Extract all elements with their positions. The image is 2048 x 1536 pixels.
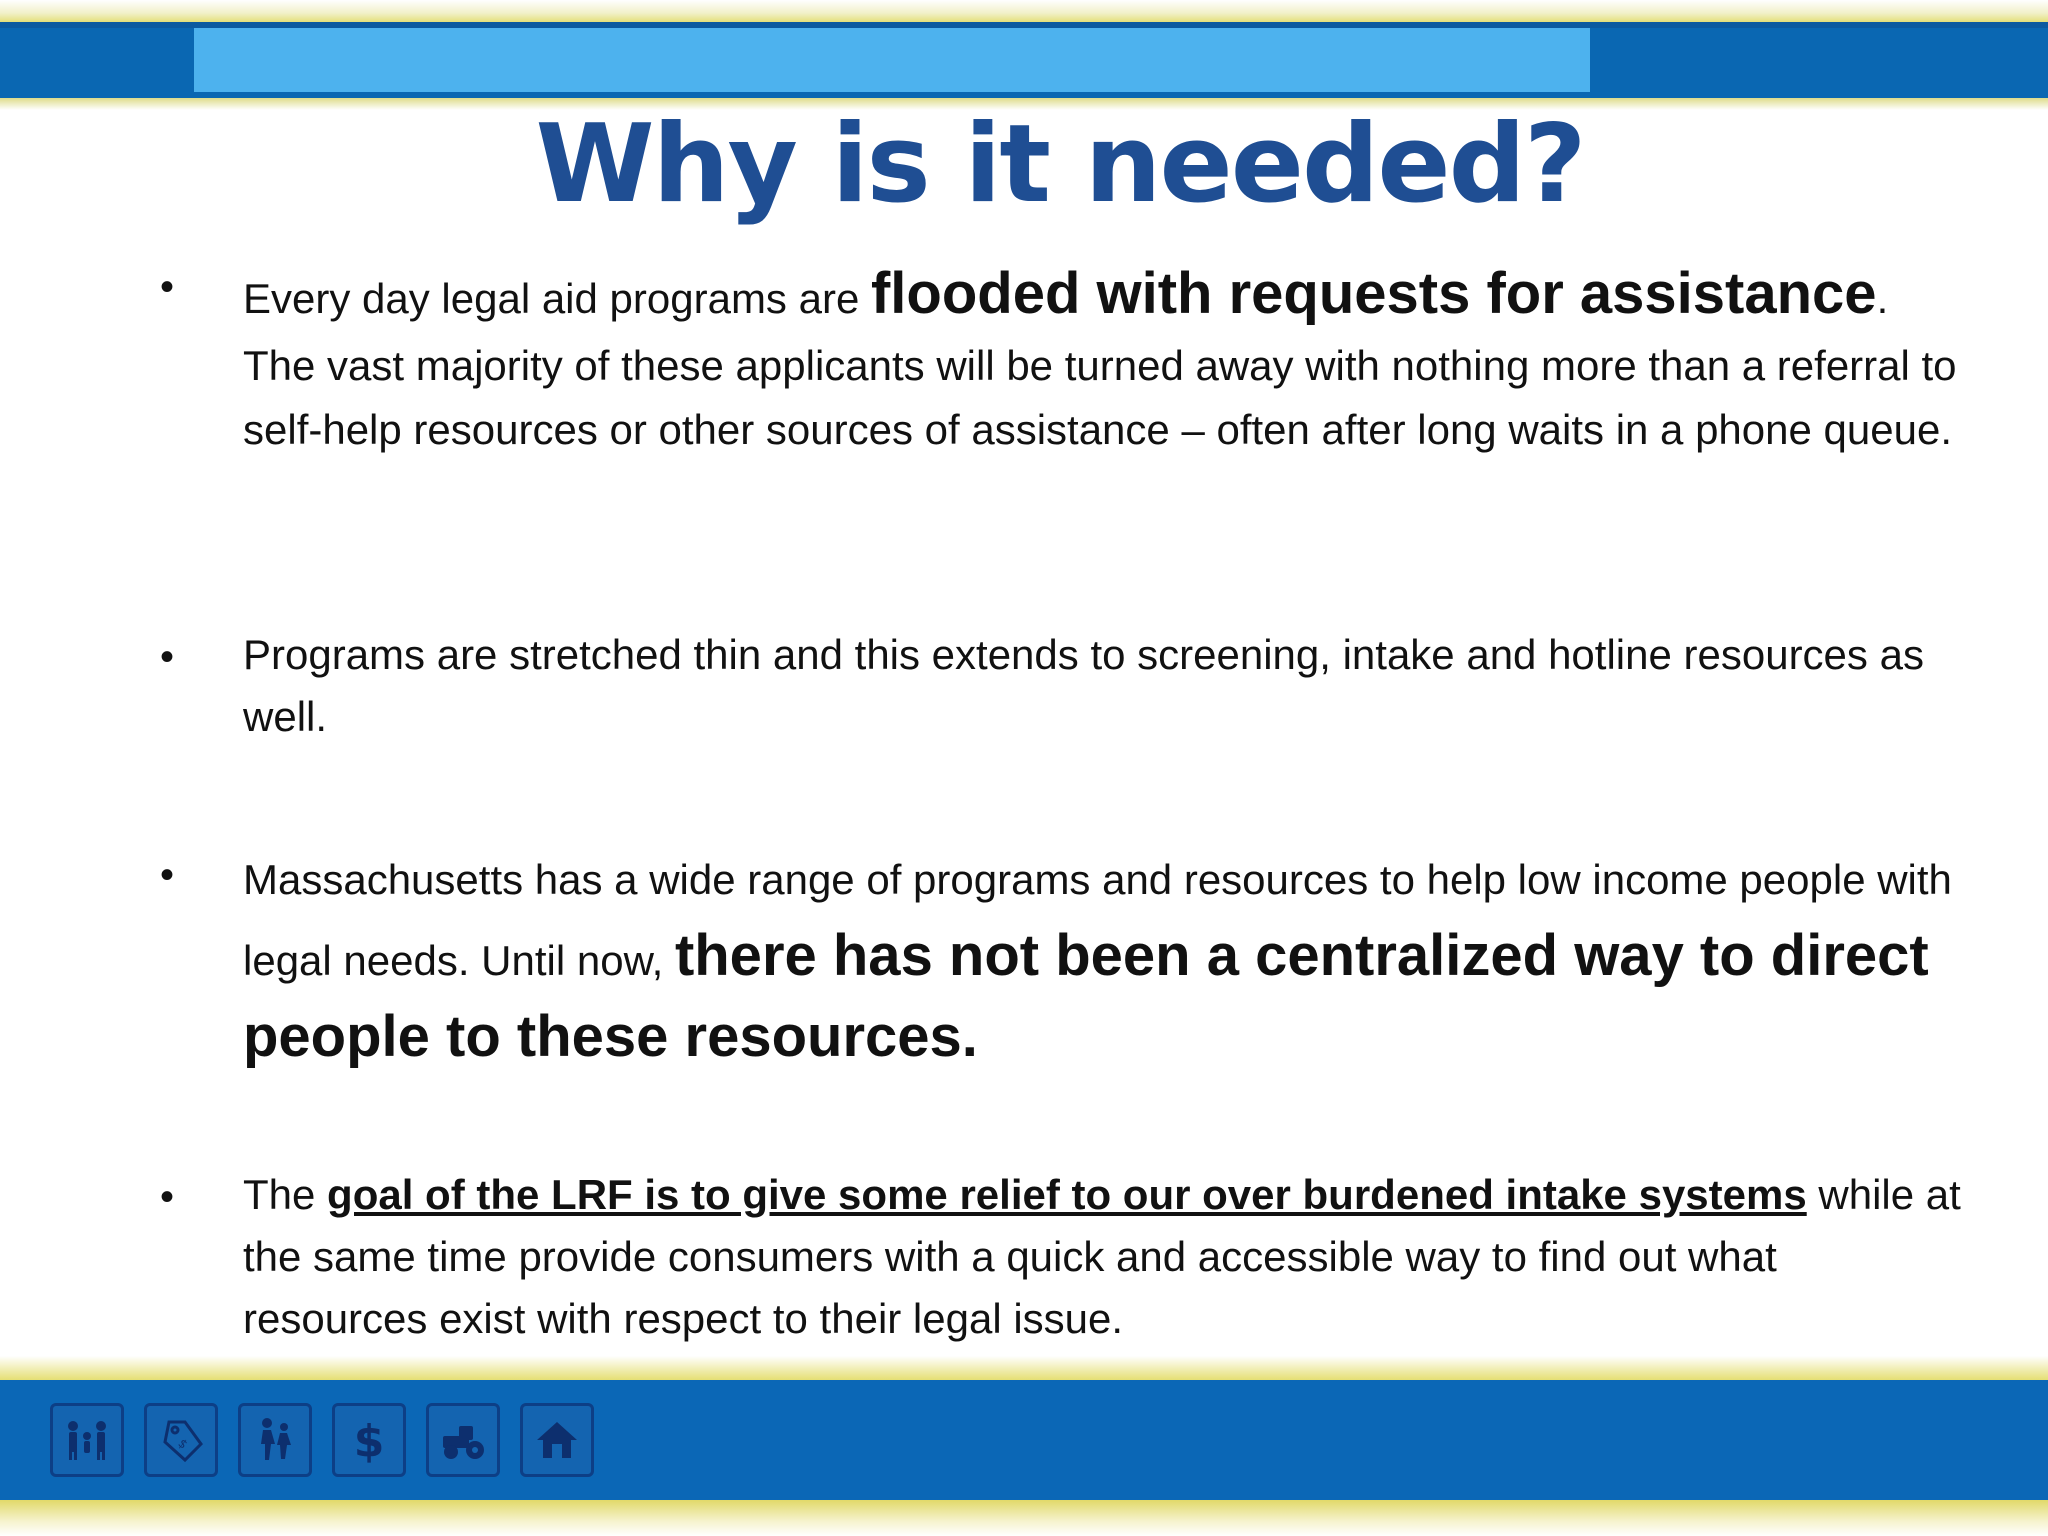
- bullet-text-part: Massachusetts has a wide range of programs and resources to help low income people with legal needs. Until now,: [243, 856, 1952, 984]
- dollar-icon: [332, 1403, 406, 1477]
- house-icon: [520, 1403, 594, 1477]
- bullet-dot: •: [160, 853, 175, 897]
- bullet-text-part: while at the same time provide consumers with a quick and accessible way to find out what resources exist with respect to their legal issue.: [243, 1171, 1961, 1342]
- bullet-dot: •: [160, 265, 175, 309]
- tractor-icon: [426, 1403, 500, 1477]
- bullet-emphasis: flooded with requests for assistance: [870, 261, 1877, 326]
- bullet-text-part: Programs are stretched thin and this extends to screening, intake and hotline resources as well.: [243, 631, 1924, 740]
- footer-icon-row: [50, 1403, 594, 1477]
- top-banner: [0, 22, 2048, 98]
- bullet-underlined-emphasis: goal of the LRF is to give some relief to our over burdened intake systems: [327, 1171, 1807, 1218]
- bullet-text: [243, 254, 1963, 462]
- top-banner-highlight: [194, 28, 1590, 92]
- walking-people-icon: [238, 1403, 312, 1477]
- bottom-glow: [0, 1356, 2048, 1380]
- family-icon: [50, 1403, 124, 1477]
- slide-title: Why is it needed?: [535, 102, 1585, 227]
- bullet-dot: •: [160, 635, 175, 679]
- price-tag-icon: [144, 1403, 218, 1477]
- bullet-text-part: . The vast majority of these applicants will be turned away with nothing more than a referral to self-help resources or other sources of assistance – often after long waits in a phone queue.: [243, 275, 1957, 453]
- bullet-dot: •: [160, 1175, 175, 1219]
- svg-text:$: $: [175, 1436, 191, 1452]
- bullet-emphasis: there has not been a centralized way to direct people to these resources.: [243, 923, 1929, 1069]
- svg-text:$: $: [353, 1416, 385, 1466]
- bullet-text: [243, 624, 1963, 748]
- top-glow: [0, 0, 2048, 22]
- bullet-text-part: The: [243, 1171, 328, 1218]
- bullet-text: [243, 842, 1963, 1080]
- bottom-under-glow: [0, 1500, 2048, 1536]
- bullet-text: [243, 1164, 1963, 1350]
- bullet-text-part: Every day legal aid programs are: [243, 275, 871, 322]
